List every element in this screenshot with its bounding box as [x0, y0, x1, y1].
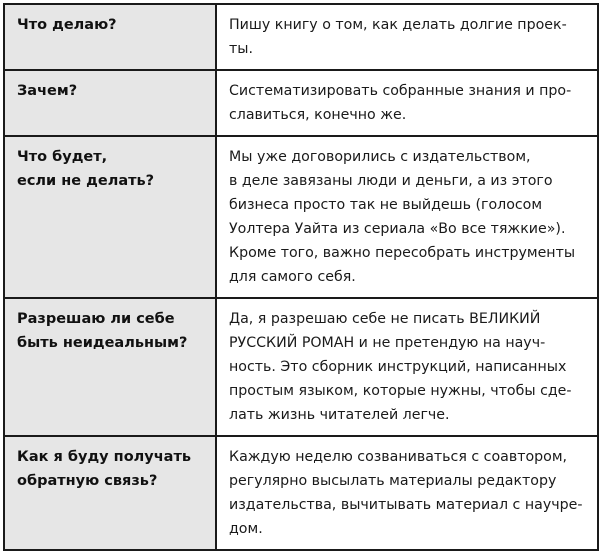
answer-line: Да, я разрешаю себе не писать ВЕЛИКИЙ — [229, 311, 541, 327]
answer-line: регулярно высылать материалы редактору — [229, 473, 557, 489]
answer-line: Кроме того, важно пересобрать инструменты — [229, 245, 576, 261]
question-line: Что делаю? — [17, 17, 117, 33]
question-cell — [4, 70, 216, 136]
answer-cell — [216, 436, 598, 550]
answer-line: простым языком, которые нужны, чтобы сде- — [229, 383, 572, 399]
question-line: Зачем? — [17, 83, 78, 99]
question-line: Как я буду получать — [17, 449, 192, 465]
reflection-table — [3, 3, 599, 551]
answer-line: в деле завязаны люди и деньги, а из этого — [229, 173, 553, 189]
table-row — [4, 298, 598, 436]
answer-line: Каждую неделю созваниваться с соавтором, — [229, 449, 568, 465]
question-line: обратную связь? — [17, 473, 158, 489]
question-line: Разрешаю ли себе — [17, 311, 175, 327]
answer-line: издательства, вычитывать материал с научре- — [229, 497, 583, 513]
answer-line: ность. Это сборник инструкций, написанных — [229, 359, 567, 375]
answer-cell — [216, 136, 598, 298]
table-row — [4, 4, 598, 70]
question-line: быть неидеальным? — [17, 335, 188, 351]
answer-line: славиться, конечно же. — [229, 107, 407, 123]
answer-cell — [216, 298, 598, 436]
answer-line: лать жизнь читателей легче. — [229, 407, 450, 423]
answer-cell — [216, 4, 598, 70]
answer-line: для самого себя. — [229, 269, 356, 285]
table-row — [4, 136, 598, 298]
table-row — [4, 70, 598, 136]
answer-line: ты. — [229, 41, 253, 57]
question-cell — [4, 4, 216, 70]
question-cell — [4, 436, 216, 550]
answer-line: дом. — [229, 521, 263, 537]
answer-line: РУССКИЙ РОМАН и не претендую на науч- — [229, 335, 546, 351]
answer-line: Уолтера Уайта из сериала «Во все тяжкие»). — [229, 221, 566, 237]
table-row — [4, 436, 598, 550]
question-cell — [4, 136, 216, 298]
answer-line: Мы уже договорились с издательством, — [229, 149, 531, 165]
answer-line: Пишу книгу о том, как делать долгие проек- — [229, 17, 567, 33]
answer-cell — [216, 70, 598, 136]
question-cell — [4, 298, 216, 436]
answer-line: Систематизировать собранные знания и про- — [229, 83, 572, 99]
answer-line: бизнеса просто так не выйдешь (голосом — [229, 197, 543, 213]
question-line: если не делать? — [17, 173, 155, 189]
question-line: Что будет, — [17, 149, 108, 165]
